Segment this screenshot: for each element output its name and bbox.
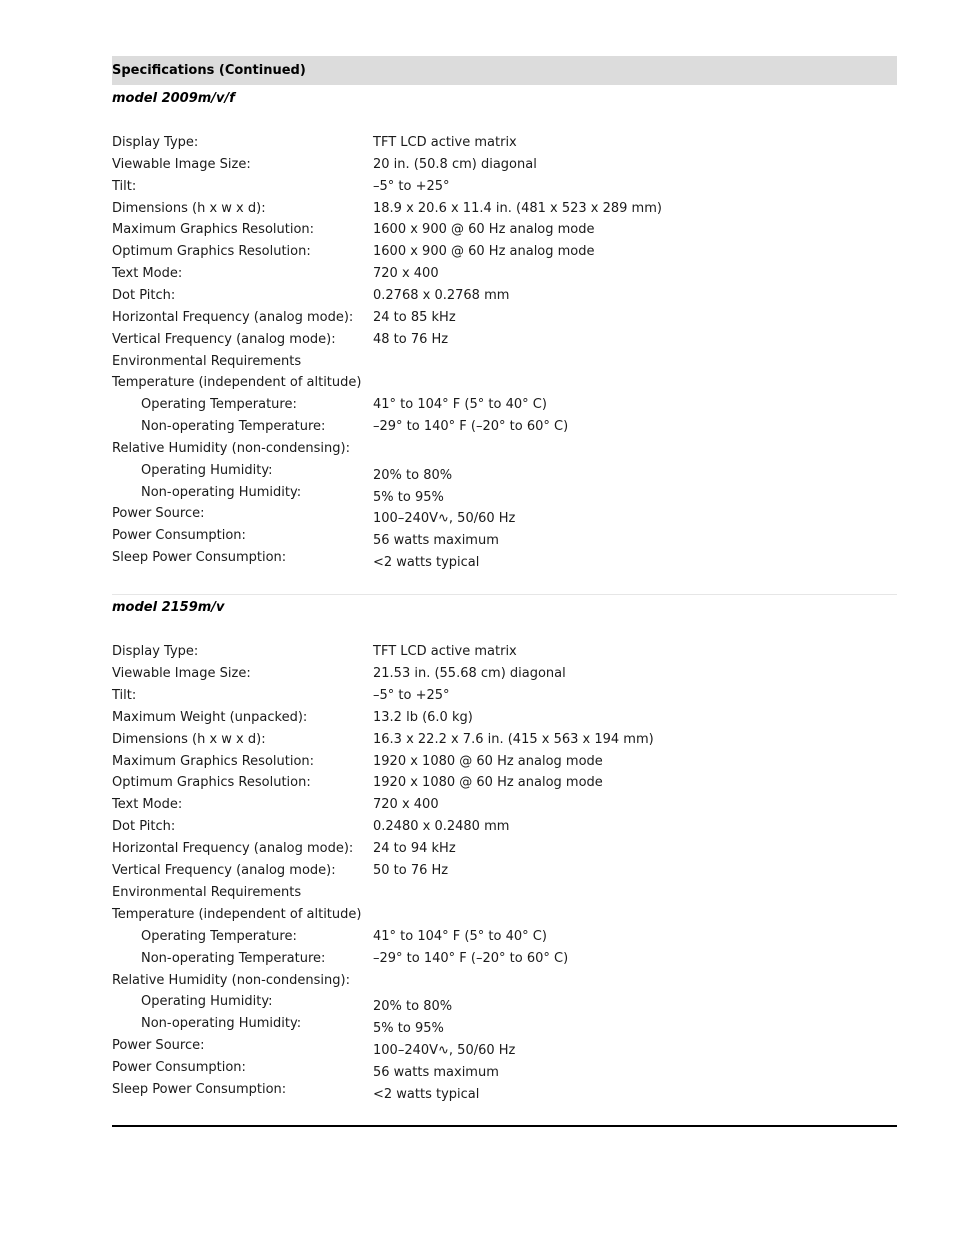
spec-label: Maximum Graphics Resolution: (112, 754, 315, 769)
model-title: model 2009m/v/f (112, 91, 235, 106)
spec-value: 1600 x 900 @ 60 Hz analog mode (373, 244, 595, 259)
spec-row (112, 1060, 897, 1080)
spec-row (112, 550, 897, 570)
spec-value: TFT LCD active matrix (373, 644, 517, 659)
spec-label: Operating Humidity: (141, 994, 273, 1009)
spec-label: Power Consumption: (112, 1060, 246, 1075)
spec-label: Text Mode: (112, 266, 183, 281)
spec-value: 56 watts maximum (373, 533, 499, 548)
spec-row (112, 375, 897, 395)
spec-value: –29° to 140° F (–20° to 60° C) (373, 951, 569, 966)
spec-value: –29° to 140° F (–20° to 60° C) (373, 419, 569, 434)
spec-value: 56 watts maximum (373, 1065, 499, 1080)
spec-value: 100–240V∿, 50/60 Hz (373, 511, 516, 526)
spec-row (112, 863, 897, 883)
spec-value: 24 to 85 kHz (373, 310, 456, 325)
spec-row (112, 797, 897, 817)
spec-value: –5° to +25° (373, 688, 450, 703)
spec-label: Display Type: (112, 135, 199, 150)
spec-label: Optimum Graphics Resolution: (112, 244, 311, 259)
spec-row (112, 819, 897, 839)
spec-row (112, 332, 897, 352)
spec-label: Non-operating Temperature: (141, 419, 326, 434)
spec-label: Environmental Requirements (112, 354, 302, 369)
spec-label: Relative Humidity (non-condensing): (112, 441, 350, 456)
spec-label: Vertical Frequency (analog mode): (112, 863, 336, 878)
spec-value: 50 to 76 Hz (373, 863, 449, 878)
spec-row (112, 754, 897, 774)
spec-label: Tilt: (112, 179, 137, 194)
spec-row (112, 1038, 897, 1058)
spec-row (112, 506, 897, 526)
spec-value: 100–240V∿, 50/60 Hz (373, 1043, 516, 1058)
spec-value: 720 x 400 (373, 266, 439, 281)
spec-row (112, 688, 897, 708)
spec-label: Non-operating Temperature: (141, 951, 326, 966)
spec-label: Dimensions (h x w x d): (112, 732, 266, 747)
spec-row (112, 310, 897, 330)
spec-label: Power Source: (112, 1038, 205, 1053)
spec-label: Tilt: (112, 688, 137, 703)
spec-value: –5° to +25° (373, 179, 450, 194)
spec-label: Text Mode: (112, 797, 183, 812)
spec-value: 41° to 104° F (5° to 40° C) (373, 397, 547, 412)
spec-label: Operating Temperature: (141, 397, 297, 412)
spec-label: Non-operating Humidity: (141, 485, 302, 500)
spec-value: 720 x 400 (373, 797, 439, 812)
spec-row (112, 710, 897, 730)
section-header-bar (112, 56, 897, 85)
spec-label: Horizontal Frequency (analog mode): (112, 841, 354, 856)
spec-label: Non-operating Humidity: (141, 1016, 302, 1031)
spec-value: 5% to 95% (373, 490, 444, 505)
spec-value: 16.3 x 22.2 x 7.6 in. (415 x 563 x 194 mm) (373, 732, 654, 747)
spec-label: Horizontal Frequency (analog mode): (112, 310, 354, 325)
spec-value: 18.9 x 20.6 x 11.4 in. (481 x 523 x 289 mm) (373, 201, 662, 216)
spec-row (112, 201, 897, 221)
spec-label: Power Consumption: (112, 528, 246, 543)
spec-value: 5% to 95% (373, 1021, 444, 1036)
spec-label: Vertical Frequency (analog mode): (112, 332, 336, 347)
spec-row (112, 441, 897, 461)
spec-row (112, 157, 897, 177)
spec-row (112, 929, 897, 949)
spec-row (112, 135, 897, 155)
spec-label: Dot Pitch: (112, 288, 176, 303)
spec-value: 21.53 in. (55.68 cm) diagonal (373, 666, 566, 681)
spec-row (112, 528, 897, 548)
spec-label: Temperature (independent of altitude) (112, 907, 362, 922)
spec-row (112, 463, 897, 483)
spec-value: 1600 x 900 @ 60 Hz analog mode (373, 222, 595, 237)
page-bottom-rule (112, 1125, 897, 1127)
spec-row (112, 1082, 897, 1102)
spec-value: 20% to 80% (373, 468, 453, 483)
spec-label: Viewable Image Size: (112, 666, 251, 681)
spec-label: Optimum Graphics Resolution: (112, 775, 311, 790)
spec-value: 41° to 104° F (5° to 40° C) (373, 929, 547, 944)
spec-row (112, 885, 897, 905)
spec-value: 0.2480 x 0.2480 mm (373, 819, 510, 834)
spec-label: Environmental Requirements (112, 885, 302, 900)
spec-row (112, 841, 897, 861)
spec-row (112, 973, 897, 993)
spec-label: Viewable Image Size: (112, 157, 251, 172)
spec-row (112, 288, 897, 308)
spec-label: Display Type: (112, 644, 199, 659)
spec-label: Operating Temperature: (141, 929, 297, 944)
spec-row (112, 485, 897, 505)
spec-row (112, 397, 897, 417)
spec-label: Operating Humidity: (141, 463, 273, 478)
spec-value: 1920 x 1080 @ 60 Hz analog mode (373, 754, 603, 769)
spec-value: 48 to 76 Hz (373, 332, 449, 347)
spec-label: Maximum Graphics Resolution: (112, 222, 315, 237)
spec-label: Temperature (independent of altitude) (112, 375, 362, 390)
spec-value: TFT LCD active matrix (373, 135, 517, 150)
spec-row (112, 644, 897, 664)
spec-label: Dot Pitch: (112, 819, 176, 834)
spec-value: 13.2 lb (6.0 kg) (373, 710, 473, 725)
spec-value: <2 watts typical (373, 1087, 480, 1102)
spec-row (112, 222, 897, 242)
model-title: model 2159m/v (112, 600, 225, 615)
spec-row (112, 666, 897, 686)
spec-row (112, 994, 897, 1014)
spec-row (112, 419, 897, 439)
spec-label: Dimensions (h x w x d): (112, 201, 266, 216)
spec-row (112, 775, 897, 795)
spec-value: 0.2768 x 0.2768 mm (373, 288, 510, 303)
spec-label: Sleep Power Consumption: (112, 550, 287, 565)
spec-label: Power Source: (112, 506, 205, 521)
spec-row (112, 732, 897, 752)
spec-label: Relative Humidity (non-condensing): (112, 973, 350, 988)
spec-label: Sleep Power Consumption: (112, 1082, 287, 1097)
spec-label: Maximum Weight (unpacked): (112, 710, 308, 725)
spec-row (112, 907, 897, 927)
spec-value: <2 watts typical (373, 555, 480, 570)
spec-value: 1920 x 1080 @ 60 Hz analog mode (373, 775, 603, 790)
spec-row (112, 244, 897, 264)
section-header-title: Specifications (Continued) (112, 63, 306, 78)
spec-value: 20 in. (50.8 cm) diagonal (373, 157, 537, 172)
section-divider (112, 594, 897, 595)
spec-row (112, 1016, 897, 1036)
spec-row (112, 951, 897, 971)
spec-row (112, 354, 897, 374)
spec-row (112, 266, 897, 286)
spec-row (112, 179, 897, 199)
spec-value: 20% to 80% (373, 999, 453, 1014)
spec-value: 24 to 94 kHz (373, 841, 456, 856)
